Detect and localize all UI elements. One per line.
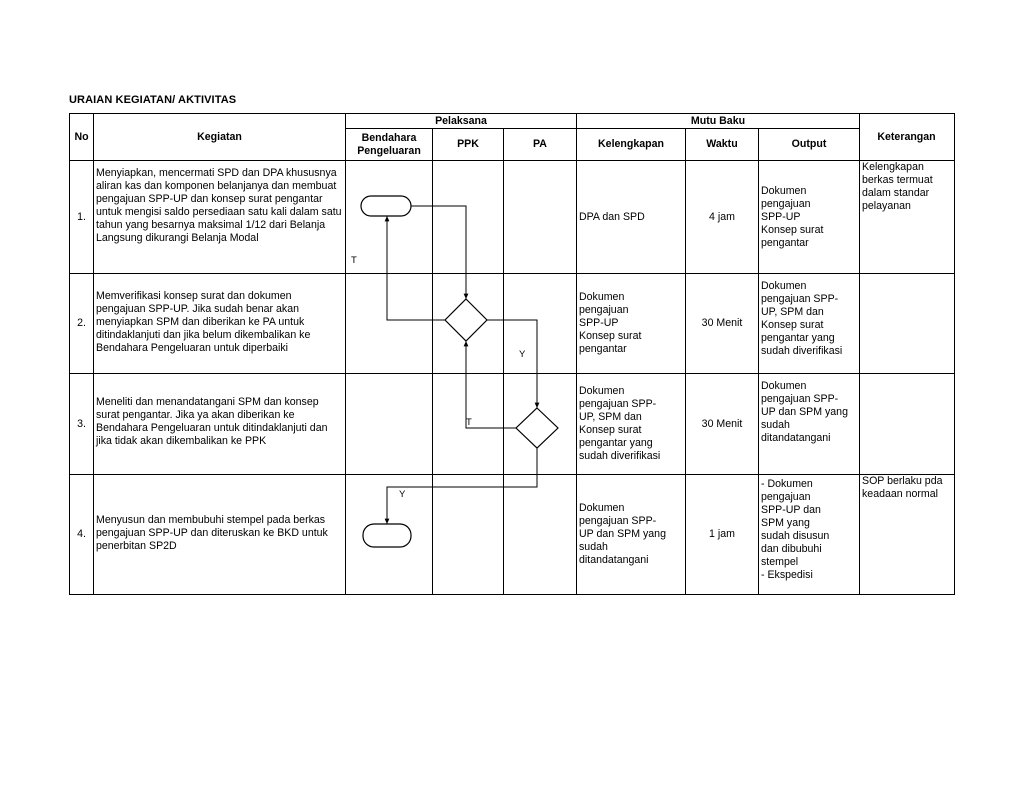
end-terminator [363,524,411,547]
row-4-kegiatan: Menyusun dan membubuhi stempel pada berkas pengajuan SPP-UP dan diteruskan ke BKD untuk penerbitan SP2D [96,514,328,552]
row-4-output: - Dokumen pengajuan SPP-UP dan SPM yang sudah disusun dan dibubuhi stempel - Ekspedisi [761,478,830,581]
header-waktu: Waktu [706,138,738,150]
connector-pa-to-end [387,448,537,524]
row-1-no: 1. [77,210,86,223]
header-pelaksana: Pelaksana [435,114,487,127]
pa-decision [516,408,558,448]
connector-ppk-to-pa [487,320,537,408]
row-2-output: Dokumen pengajuan SPP- UP, SPM dan Konsep surat pengantar yang sudah diverifikasi [761,280,843,357]
header-bendahara: Bendahara Pengeluaran [357,131,421,157]
header-output: Output [791,138,827,150]
header-kelengkapan: Kelengkapan [598,138,664,150]
row-1-waktu: 4 jam [709,210,735,223]
row-2-no: 2. [77,317,86,329]
connector-pa-reject [466,341,516,428]
header-no: No [74,130,89,143]
flow-label-t-pa: T [466,417,472,428]
start-terminator [361,196,411,216]
row-4-no: 4. [77,528,86,540]
row-2-kegiatan: Memverifikasi konsep surat dan dokumen pengajuan SPP-UP. Jika sudah benar akan menyiapkan SPM dan diberikan ke PA untuk ditindaklanjuti dan jika belum dikembalikan ke Bendahara Pengeluaran untuk diperbaiki [96,290,311,354]
header-mutu-baku: Mutu Baku [690,114,746,127]
row-3-waktu: 30 Menit [701,417,743,430]
row-1-output: Dokumen pengajuan SPP-UP Konsep surat pengantar [761,184,824,249]
row-3-no: 3. [77,417,86,430]
flow-label-y-end: Y [399,489,406,500]
row-2-waktu: 30 Menit [701,317,743,329]
header-ppk: PPK [457,138,479,150]
row-3-output: Dokumen pengajuan SPP- UP dan SPM yang sudah ditandatangani [761,380,848,444]
flow-label-y-ppk: Y [519,349,526,360]
header-kegiatan: Kegiatan [197,130,242,143]
row-3-kelengkapan: Dokumen pengajuan SPP- UP, SPM dan Konsep surat pengantar yang sudah diverifikasi [579,385,661,462]
row-4-kelengkapan: Dokumen pengajuan SPP- UP dan SPM yang sudah ditandatangani [579,502,666,566]
row-2-kelengkapan: Dokumen pengajuan SPP-UP Konsep surat pengantar [579,291,642,355]
row-4-keterangan: SOP berlaku pda keadaan normal [862,475,943,500]
row-4-waktu: 1 jam [709,528,735,540]
connector-start-to-ppk [411,206,466,299]
row-1-kelengkapan: DPA dan SPD [579,210,645,223]
header-pa: PA [533,138,547,150]
row-3-kegiatan: Meneliti dan menandatangani SPM dan konsep surat pengantar. Jika ya akan diberikan ke Bendahara Pengeluaran untuk ditindaklanjuti dan jika tidak akan dikembalikan ke PPK [96,396,328,447]
connector-ppk-reject [387,216,445,320]
page-title: URAIAN KEGIATAN/ AKTIVITAS [69,94,237,106]
row-1-kegiatan: Menyiapkan, mencermati SPD dan DPA khususnya aliran kas dan komponen belanjanya dan membuat pengajuan SPP-UP dan konsep surat pengantar untuk mengisi saldo persediaan satu kali dalam satu tahun yang besarnya maksimal 1/12 dari Belanja Langsung dikurangi Belanja Modal [96,167,342,244]
header-keterangan: Keterangan [877,130,936,143]
flow-label-t-start: T [351,255,357,266]
ppk-decision [445,299,487,341]
row-1-keterangan: Kelengkapan berkas termuat dalam standar pelayanan [862,161,933,212]
